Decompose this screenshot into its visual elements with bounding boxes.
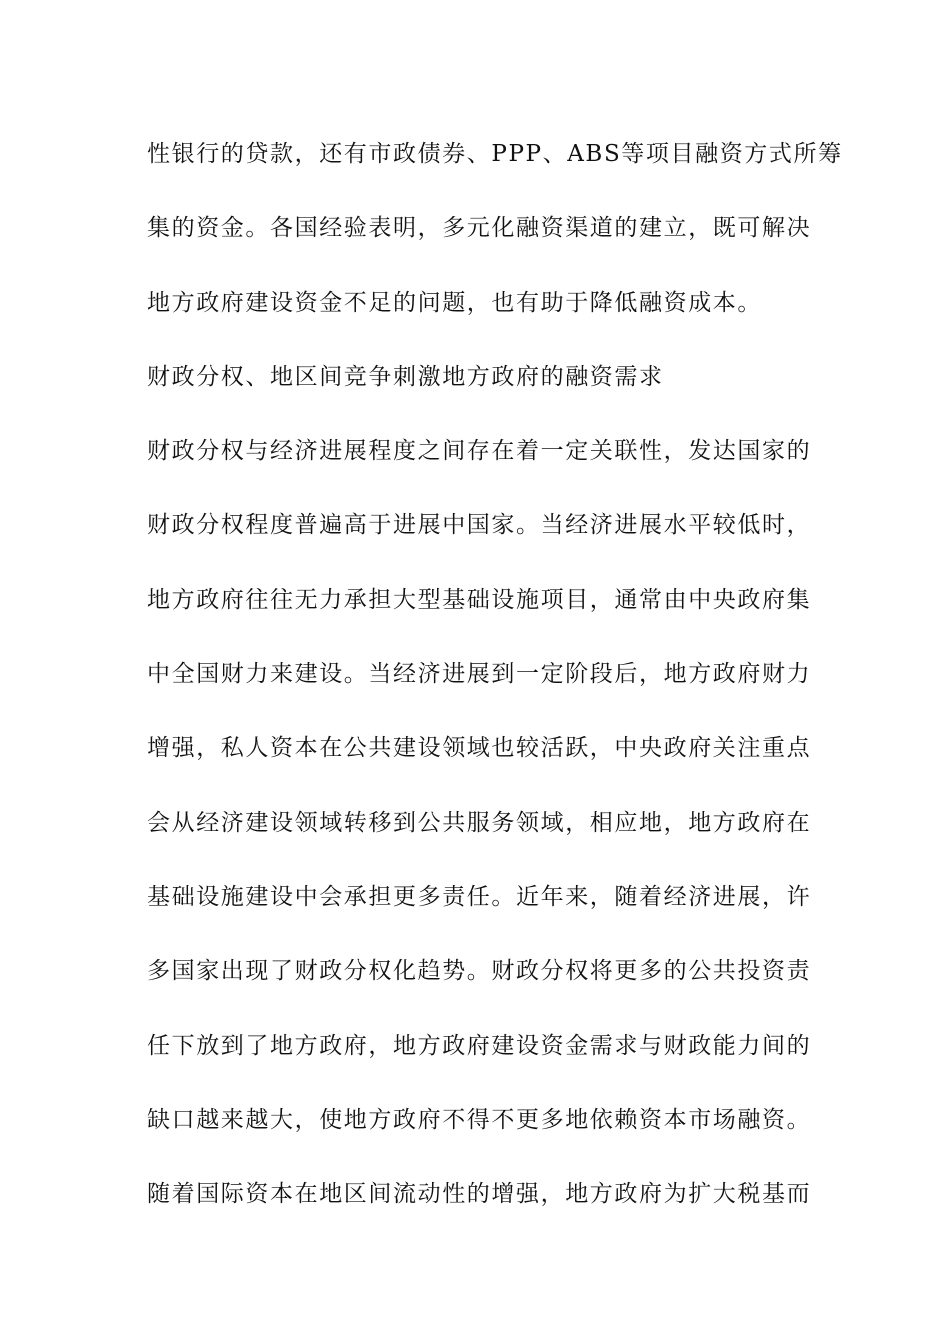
text-line: 会从经济建设领域转移到公共服务领域，相应地，地方政府在 (147, 810, 812, 836)
text-line: 地方政府往往无力承担大型基础设施项目，通常由中央政府集 (147, 587, 812, 613)
text-line: 集的资金。各国经验表明，多元化融资渠道的建立，既可解决 (147, 215, 812, 241)
section-heading: 财政分权、地区间竞争刺激地方政府的融资需求 (147, 364, 664, 390)
text-line: 随着国际资本在地区间流动性的增强，地方政府为扩大税基而 (147, 1181, 812, 1207)
text-line: 基础设施建设中会承担更多责任。近年来，随着经济进展，许 (147, 884, 812, 910)
text-line: 增强，私人资本在公共建设领域也较活跃，中央政府关注重点 (147, 735, 812, 761)
text-line: 中全国财力来建设。当经济进展到一定阶段后，地方政府财力 (147, 661, 812, 687)
text-line: 财政分权与经济进展程度之间存在着一定关联性，发达国家的 (147, 438, 812, 464)
text-line: 多国家出现了财政分权化趋势。财政分权将更多的公共投资责 (147, 958, 812, 984)
text-line: 地方政府建设资金不足的问题，也有助于降低融资成本。 (147, 290, 762, 316)
text-line: 财政分权程度普遍高于进展中国家。当经济进展水平较低时， (147, 512, 812, 538)
text-line: 任下放到了地方政府，地方政府建设资金需求与财政能力间的 (147, 1033, 812, 1059)
text-line: 性银行的贷款，还有市政债券、PPP、ABS等项目融资方式所筹 (147, 141, 843, 167)
text-line: 缺口越来越大，使地方政府不得不更多地依赖资本市场融资。 (147, 1107, 812, 1133)
